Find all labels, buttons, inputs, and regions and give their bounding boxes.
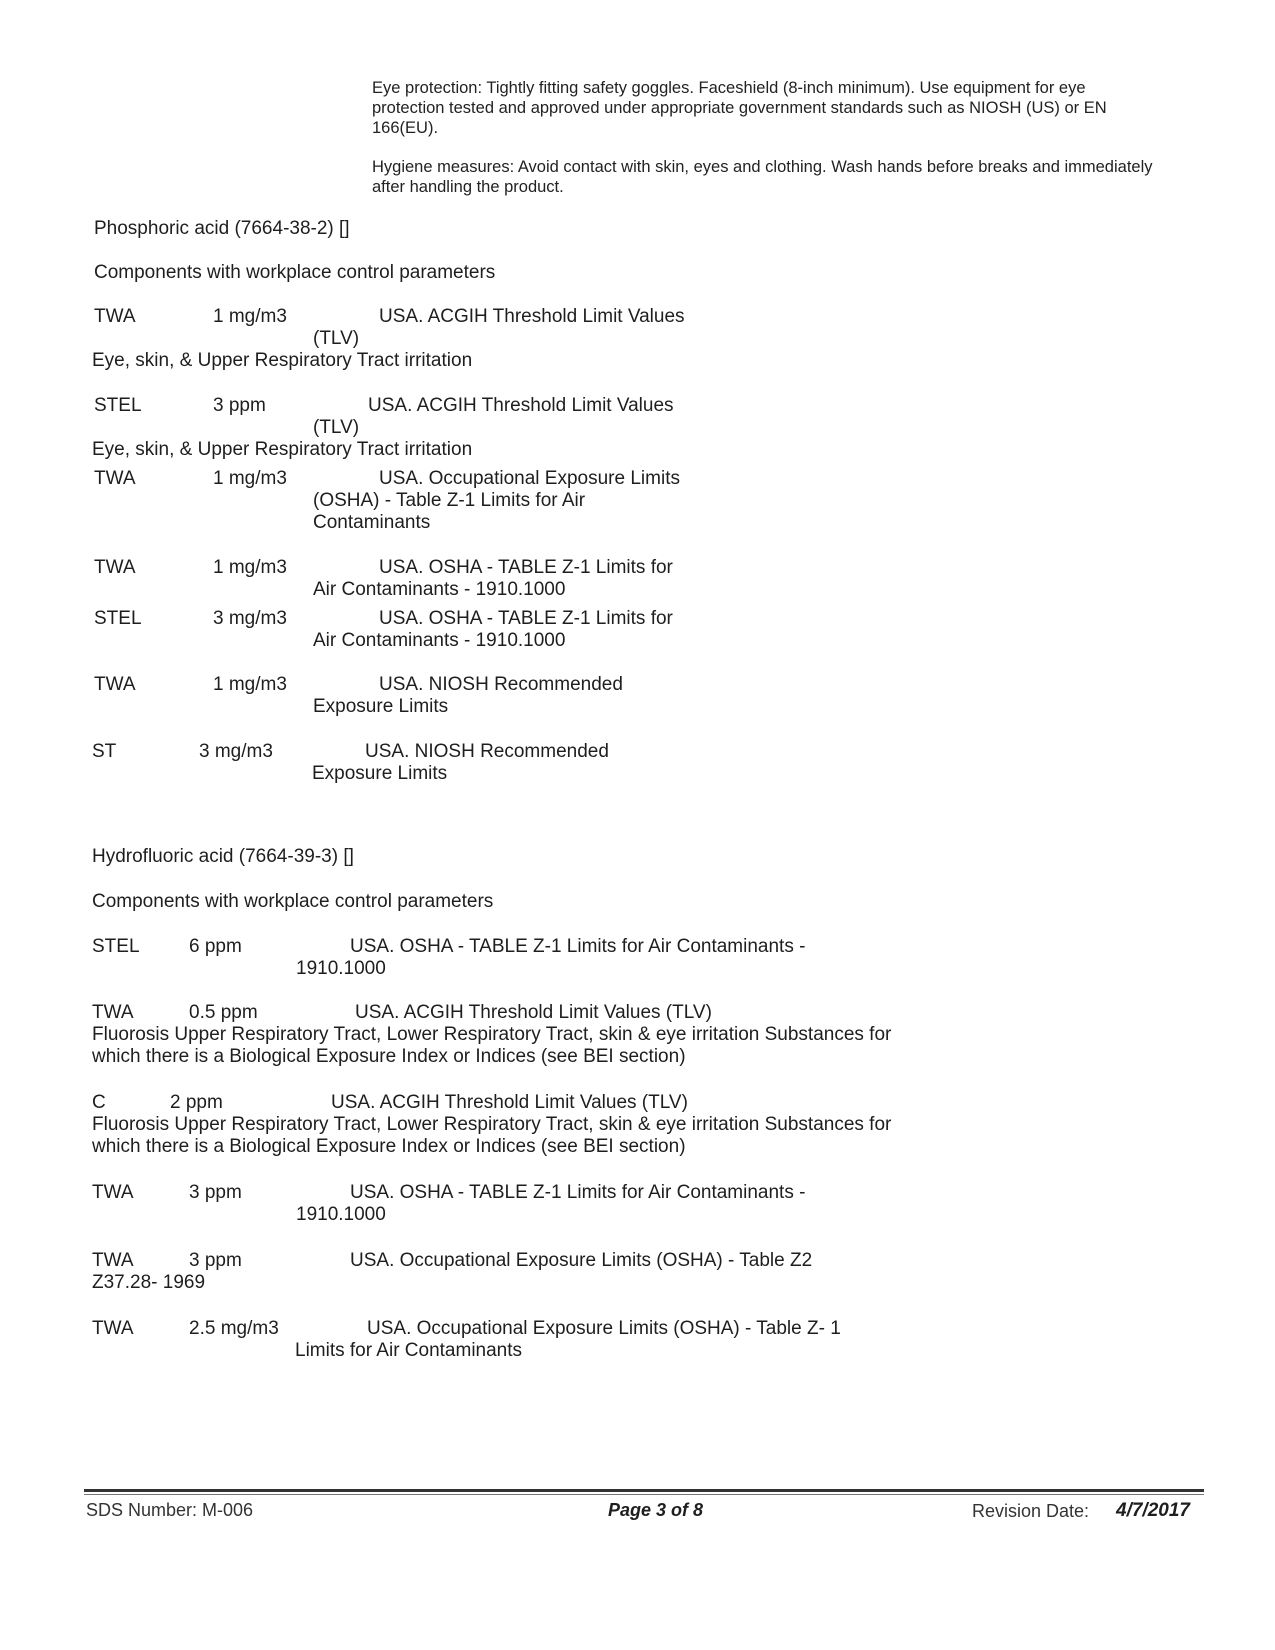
limit-value: 3 ppm bbox=[213, 395, 266, 416]
limit-type: STEL bbox=[94, 608, 142, 629]
limit-source: Air Contaminants - 1910.1000 bbox=[313, 579, 566, 600]
limit-source: USA. OSHA - TABLE Z-1 Limits for bbox=[379, 557, 673, 578]
limit-source: USA. ACGIH Threshold Limit Values bbox=[379, 306, 685, 327]
revision-date-label: Revision Date: bbox=[972, 1501, 1090, 1521]
limit-source: USA. NIOSH Recommended bbox=[365, 741, 609, 762]
limit-source: Limits for Air Contaminants bbox=[295, 1340, 523, 1361]
limit-note: Fluorosis Upper Respiratory Tract, Lower Respiratory Tract, skin & eye irritation Substances for bbox=[92, 1024, 892, 1045]
limit-type: STEL bbox=[92, 936, 140, 957]
limit-source: USA. OSHA - TABLE Z-1 Limits for bbox=[379, 608, 673, 629]
limit-value: 1 mg/m3 bbox=[213, 674, 287, 695]
limit-value: 2 ppm bbox=[170, 1092, 223, 1113]
limit-source: (OSHA) - Table Z-1 Limits for Air bbox=[313, 490, 586, 511]
limit-source: Exposure Limits bbox=[313, 696, 449, 717]
limit-type: TWA bbox=[92, 1002, 134, 1023]
revision-date: 4/7/2017 bbox=[1116, 1500, 1190, 1521]
limit-source: Contaminants bbox=[313, 512, 431, 533]
limit-source: USA. OSHA - TABLE Z-1 Limits for Air Contaminants - bbox=[350, 1182, 806, 1203]
sds-number: SDS Number: M-006 bbox=[86, 1500, 254, 1520]
limit-type: TWA bbox=[94, 468, 136, 489]
limit-note: which there is a Biological Exposure Index or Indices (see BEI section) bbox=[92, 1136, 686, 1157]
limit-source: Exposure Limits bbox=[312, 763, 448, 784]
limit-type: TWA bbox=[94, 306, 136, 327]
limit-value: 1 mg/m3 bbox=[213, 468, 287, 489]
footer-rule-thin bbox=[84, 1494, 1204, 1495]
limit-value: 1 mg/m3 bbox=[213, 557, 287, 578]
page-number: Page 3 of 8 bbox=[608, 1500, 704, 1520]
limit-type: TWA bbox=[94, 674, 136, 695]
limit-source: 1910.1000 bbox=[296, 958, 386, 979]
limit-note: Fluorosis Upper Respiratory Tract, Lower Respiratory Tract, skin & eye irritation Substances for bbox=[92, 1114, 892, 1135]
limit-source: USA. OSHA - TABLE Z-1 Limits for Air Contaminants - bbox=[350, 936, 806, 957]
phosphoric-acid-header: Phosphoric acid (7664-38-2) [] bbox=[94, 218, 350, 239]
limit-type: TWA bbox=[92, 1318, 134, 1339]
limit-source: USA. Occupational Exposure Limits (OSHA) - Table Z2 bbox=[350, 1250, 813, 1271]
limit-type: TWA bbox=[92, 1182, 134, 1203]
phosphoric-acid-subheader: Components with workplace control parameters bbox=[94, 262, 496, 283]
footer-rule bbox=[84, 1489, 1204, 1492]
limit-type: C bbox=[92, 1092, 106, 1113]
limit-type: TWA bbox=[94, 557, 136, 578]
hydrofluoric-acid-subheader: Components with workplace control parameters bbox=[92, 891, 494, 912]
limit-type: STEL bbox=[94, 395, 142, 416]
limit-source: USA. ACGIH Threshold Limit Values (TLV) bbox=[355, 1002, 712, 1023]
limit-note: Eye, skin, & Upper Respiratory Tract irritation bbox=[92, 350, 473, 371]
limit-source: Air Contaminants - 1910.1000 bbox=[313, 630, 566, 651]
limit-source: (TLV) bbox=[313, 328, 360, 349]
limit-type: TWA bbox=[92, 1250, 134, 1271]
limit-value: 3 ppm bbox=[189, 1182, 242, 1203]
limit-source: Z37.28- 1969 bbox=[92, 1272, 206, 1293]
limit-value: 3 mg/m3 bbox=[213, 608, 287, 629]
limit-source: 1910.1000 bbox=[296, 1204, 386, 1225]
limit-source: USA. NIOSH Recommended bbox=[379, 674, 623, 695]
limit-value: 3 mg/m3 bbox=[199, 741, 273, 762]
limit-type: ST bbox=[92, 741, 117, 762]
limit-source: USA. Occupational Exposure Limits (OSHA) - Table Z- 1 bbox=[367, 1318, 841, 1339]
limit-value: 1 mg/m3 bbox=[213, 306, 287, 327]
hygiene-measures-text: Hygiene measures: Avoid contact with skin, eyes and clothing. Wash hands before breaks and immediately after handling the product. bbox=[372, 158, 1153, 196]
limit-source: USA. ACGIH Threshold Limit Values bbox=[368, 395, 674, 416]
limit-source: USA. ACGIH Threshold Limit Values (TLV) bbox=[331, 1092, 688, 1113]
limit-note: Eye, skin, & Upper Respiratory Tract irritation bbox=[92, 439, 473, 460]
limit-value: 6 ppm bbox=[189, 936, 242, 957]
limit-note: which there is a Biological Exposure Index or Indices (see BEI section) bbox=[92, 1046, 686, 1067]
limit-value: 2.5 mg/m3 bbox=[189, 1318, 279, 1339]
limit-source: USA. Occupational Exposure Limits bbox=[379, 468, 680, 489]
limit-source: (TLV) bbox=[313, 417, 360, 438]
limit-value: 0.5 ppm bbox=[189, 1002, 258, 1023]
limit-value: 3 ppm bbox=[189, 1250, 242, 1271]
eye-protection-text: Eye protection: Tightly fitting safety goggles. Faceshield (8-inch minimum). Use equipment for eye protection tested and approved under appropriate government standards such as NIOSH (US) or EN 166(EU). bbox=[372, 79, 1107, 137]
hydrofluoric-acid-header: Hydrofluoric acid (7664-39-3) [] bbox=[92, 846, 354, 867]
